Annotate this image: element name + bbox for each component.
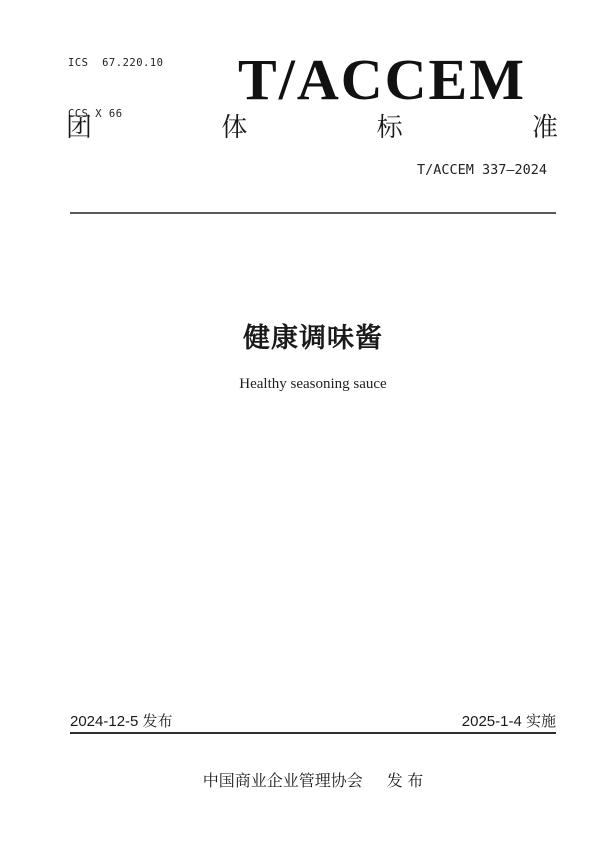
org-logotype: T/ACCEM — [238, 47, 526, 112]
dates-row — [70, 712, 556, 731]
standard-number: T/ACCEM 337—2024 — [416, 162, 547, 178]
standard-type-char: 标 — [376, 112, 403, 142]
footer-divider-rule — [70, 732, 556, 734]
publisher-row — [70, 772, 556, 792]
document-title-en: Healthy seasoning sauce — [239, 376, 387, 392]
publisher-name: 中国商业企业管理协会 — [202, 773, 363, 790]
standard-type-char: 体 — [221, 112, 248, 142]
issue-date: 2024-12-5 发布 — [70, 713, 173, 730]
standard-type-char: 团 — [66, 112, 93, 142]
document-title-zh: 健康调味酱 — [243, 323, 383, 353]
ics-code: ICS 67.220.10 — [68, 57, 164, 69]
release-label: 发 布 — [386, 773, 424, 790]
header-divider-rule — [70, 212, 556, 214]
standard-type-row — [66, 112, 558, 142]
standard-type-char: 准 — [531, 112, 558, 142]
ccs-code: CCS X 66 — [68, 108, 123, 120]
implementation-date: 2025-1-4 实施 — [461, 713, 556, 730]
title-block — [70, 322, 556, 393]
